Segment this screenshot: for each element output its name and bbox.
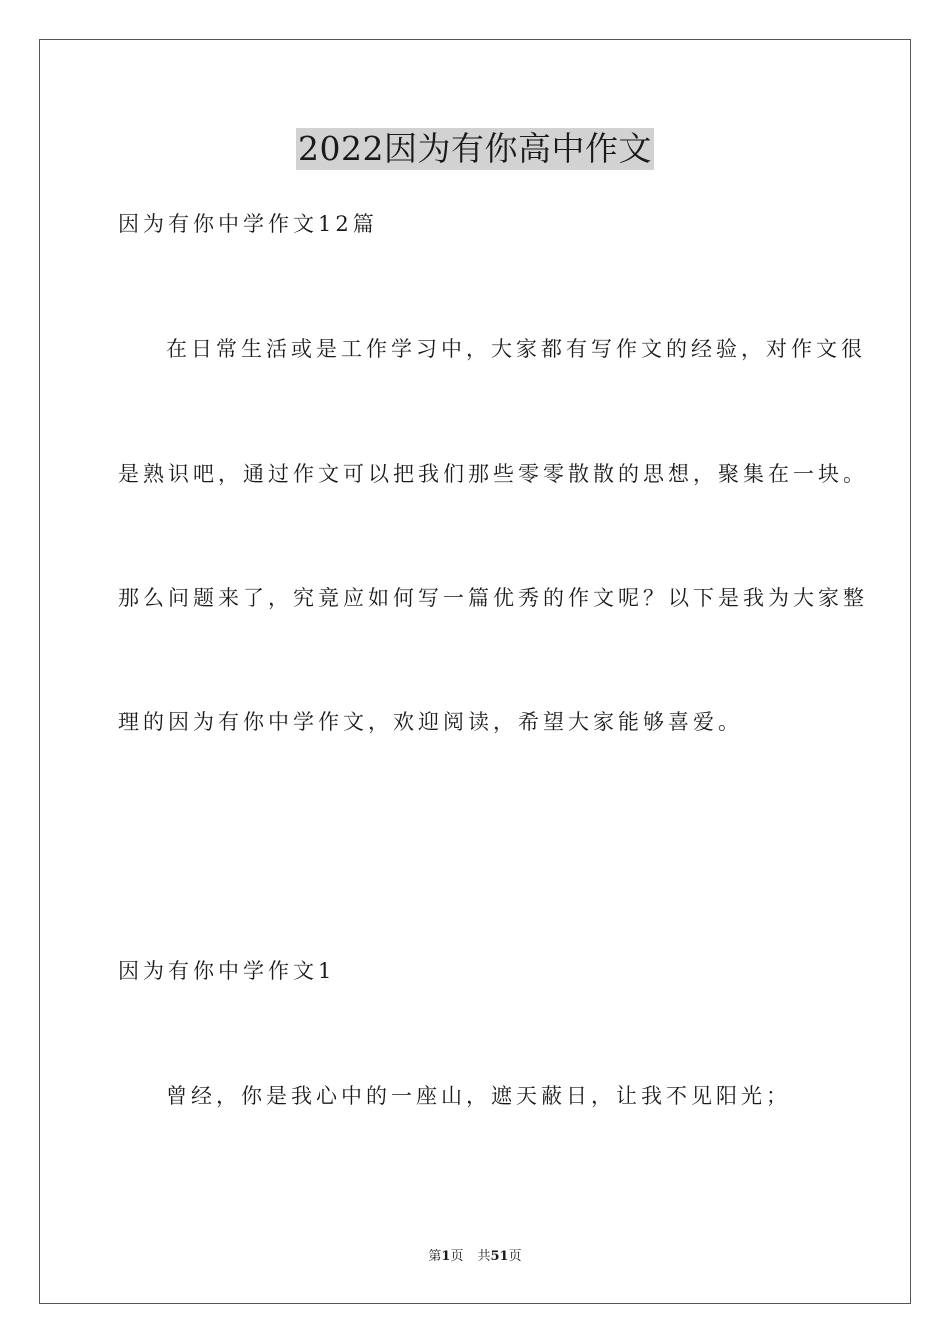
footer-total-pages: 51 (490, 1249, 509, 1264)
document-title-block (0, 128, 950, 170)
page-footer (0, 1248, 950, 1266)
intro-line-2: 是熟识吧，通过作文可以把我们那些零零散散的思想，聚集在一块。 (118, 462, 868, 486)
section-line-1: 曾经，你是我心中的一座山，遮天蔽日，让我不见阳光； (166, 1084, 791, 1108)
footer-page-suffix: 页 (450, 1249, 464, 1264)
footer-total-suffix: 页 (508, 1249, 522, 1264)
intro-line-1: 在日常生活或是工作学习中，大家都有写作文的经验，对作文很 (166, 337, 866, 361)
document-subtitle: 因为有你中学作文12篇 (118, 212, 378, 236)
footer-page-number: 1 (441, 1249, 451, 1264)
intro-line-3: 那么问题来了，究竟应如何写一篇优秀的作文呢？以下是我为大家整 (118, 586, 868, 610)
section-heading: 因为有你中学作文1 (118, 959, 336, 983)
intro-line-4: 理的因为有你中学作文，欢迎阅读，希望大家能够喜爱。 (118, 710, 743, 734)
footer-total-prefix: 共 (477, 1249, 491, 1264)
footer-page-prefix: 第 (428, 1249, 442, 1264)
document-title: 2022因为有你高中作文 (298, 129, 652, 168)
